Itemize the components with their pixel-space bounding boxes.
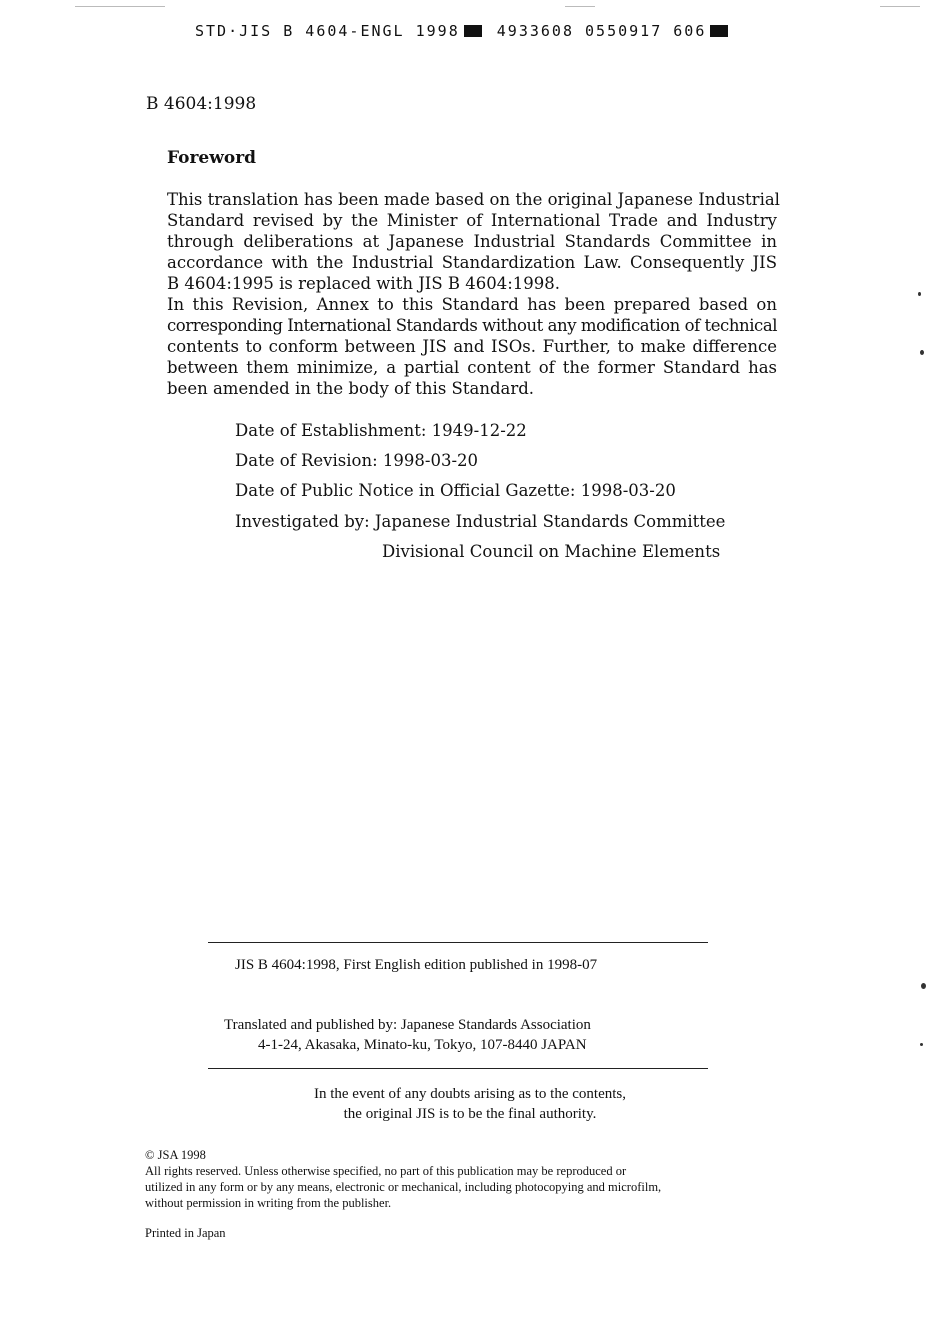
rights-line: utilized in any form or by any means, electronic or mechanical, including photocopying and microfilm, xyxy=(145,1180,662,1194)
catalog-code-header xyxy=(195,22,732,40)
catalog-code-part2: 4933608 0550917 606 xyxy=(496,22,707,40)
rights-line: without permission in writing from the publisher. xyxy=(145,1196,392,1210)
divisional-council: Divisional Council on Machine Elements xyxy=(382,542,721,561)
scan-artifact xyxy=(75,6,165,7)
catalog-code-part1: STD·JIS B 4604-ENGL 1998 xyxy=(195,22,460,40)
scan-speck xyxy=(921,983,926,989)
scan-speck xyxy=(920,1043,923,1046)
divider-top xyxy=(208,942,708,943)
publisher-address: 4-1-24, Akasaka, Minato-ku, Tokyo, 107-8440 JAPAN xyxy=(258,1037,587,1053)
text-line: This translation has been made based on the original Japanese Industrial xyxy=(167,190,780,209)
text-line: In this Revision, Annex to this Standard has been prepared based on xyxy=(167,295,777,314)
text-line: been amended in the body of this Standard. xyxy=(167,379,535,398)
foreword-title: Foreword xyxy=(167,148,257,168)
redaction-block xyxy=(464,25,482,37)
edition-line: JIS B 4604:1998, First English edition published in 1998-07 xyxy=(235,957,598,973)
authority-note-line1: In the event of any doubts arising as to the contents, xyxy=(313,1086,626,1102)
authority-note-line2: the original JIS is to be the final authority. xyxy=(343,1106,597,1122)
translated-by: Translated and published by: Japanese Standards Association xyxy=(224,1017,591,1033)
text-line: accordance with the Industrial Standardization Law. Consequently JIS xyxy=(167,253,777,272)
text-line: between them minimize, a partial content of the former Standard has xyxy=(167,358,777,377)
date-revision: Date of Revision: 1998-03-20 xyxy=(235,451,479,470)
printed-in: Printed in Japan xyxy=(145,1226,226,1240)
redaction-block xyxy=(710,25,728,37)
date-establishment: Date of Establishment: 1949-12-22 xyxy=(235,421,527,440)
foreword-paragraph-1 xyxy=(167,189,780,294)
text-line: corresponding International Standards without any modification of technical xyxy=(167,316,778,335)
copyright-mark: © JSA 1998 xyxy=(145,1148,206,1162)
text-line: through deliberations at Japanese Industrial Standards Committee in xyxy=(167,232,777,251)
text-line: Standard revised by the Minister of International Trade and Industry xyxy=(167,211,777,230)
scan-artifact xyxy=(880,6,920,7)
foreword-paragraph-2 xyxy=(167,294,777,399)
date-public-notice: Date of Public Notice in Official Gazette: 1998-03-20 xyxy=(235,481,676,500)
text-line: B 4604:1995 is replaced with JIS B 4604:1998. xyxy=(167,274,561,293)
standard-id: B 4604:1998 xyxy=(146,94,257,114)
rights-line: All rights reserved. Unless otherwise specified, no part of this publication may be reproduced or xyxy=(145,1164,627,1178)
scan-artifact xyxy=(565,6,595,7)
investigated-by: Investigated by: Japanese Industrial Standards Committee xyxy=(235,512,726,531)
scan-speck xyxy=(920,350,924,355)
scan-speck xyxy=(918,292,921,296)
text-line: contents to conform between JIS and ISOs. Further, to make difference xyxy=(167,337,777,356)
divider-bottom xyxy=(208,1068,708,1069)
